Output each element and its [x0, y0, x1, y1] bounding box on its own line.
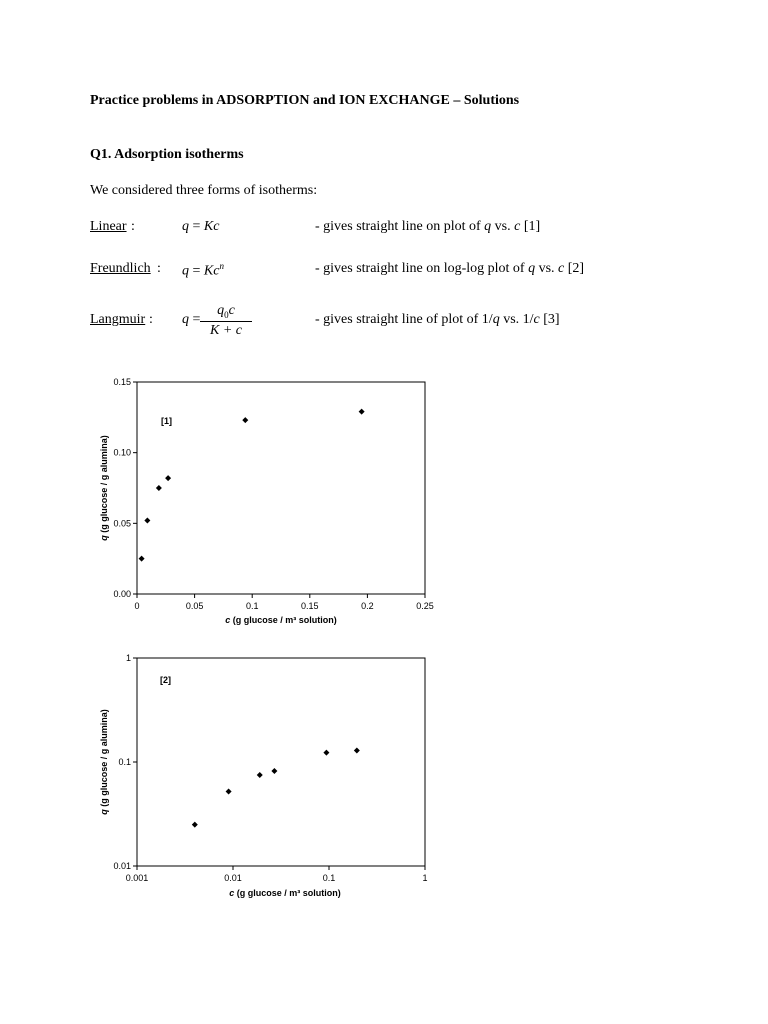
y-ticks: [113, 377, 137, 599]
x-tick-label: 1: [422, 873, 428, 883]
y-tick-label: 0.1: [118, 757, 131, 767]
y-tick-label: 1: [125, 653, 131, 663]
x-tick-label: 0.2: [361, 601, 374, 611]
y-ticks: [113, 653, 137, 871]
plot-area-frame: [137, 382, 425, 594]
y-axis-label: q (g glucose / g alumina): [99, 435, 109, 541]
data-point: [242, 417, 248, 423]
y-tick-label: 0.05: [113, 518, 131, 529]
equation-freundlich: $q = Kc^n$: [182, 261, 224, 279]
data-point: [257, 772, 263, 778]
description-langmuir: - gives straight line of plot of 1/q vs. 1/c [3]: [315, 312, 560, 327]
y-tick-label: 0.00: [113, 589, 131, 599]
x-tick-label: 0.1: [322, 873, 336, 883]
colon: :: [131, 219, 135, 234]
x-ticks: [134, 594, 433, 611]
x-tick-label: 0.05: [185, 601, 204, 611]
x-axis-label: c (g glucose / m³ solution): [225, 615, 337, 625]
panel-label: [1]: [161, 416, 172, 426]
x-tick-label: 0.15: [301, 601, 319, 611]
equation-langmuir-lhs: q =: [182, 312, 201, 327]
data-point: [271, 768, 277, 774]
x-tick-label: 0: [134, 601, 140, 611]
fraction-denominator: K + c: [210, 322, 242, 338]
x-axis-label: c (g glucose / m³ solution): [229, 888, 341, 898]
data-point: [359, 409, 365, 415]
log-log-isotherm-chart: [80, 648, 450, 906]
data-point: [192, 822, 198, 828]
x-tick-label: 0.001: [125, 873, 149, 883]
isotherm-name-linear: Linear: [90, 219, 127, 234]
plot-area-frame: [137, 658, 425, 866]
colon: :: [157, 261, 161, 276]
equation-langmuir-fraction: [200, 303, 252, 339]
isotherm-name-langmuir: Langmuir: [90, 312, 146, 327]
description-freundlich: - gives straight line on log-log plot of q vs. c [2]: [315, 261, 585, 276]
y-tick-label: 0.15: [113, 377, 131, 387]
data-point: [165, 475, 171, 481]
equation-linear: q = Kc: [182, 219, 220, 234]
y-tick-label: 0.01: [113, 861, 131, 871]
x-tick-label: 0.25: [416, 601, 434, 611]
data-points: [139, 409, 365, 562]
x-ticks: [126, 866, 428, 883]
intro-paragraph: We considered three forms of isotherms:: [90, 183, 318, 198]
description-linear: - gives straight line on plot of q vs. c [1]: [315, 219, 541, 234]
x-tick-label: 0.01: [224, 873, 242, 883]
data-point: [323, 750, 329, 756]
panel-label: [2]: [160, 675, 171, 685]
isotherm-name-freundlich: Freundlich: [90, 261, 151, 276]
colon: :: [149, 312, 153, 327]
data-point: [144, 518, 150, 524]
data-point: [156, 485, 162, 491]
data-point: [226, 789, 232, 795]
x-tick-label: 0.1: [245, 601, 259, 611]
linear-isotherm-chart: [80, 372, 450, 630]
section-heading: Q1. Adsorption isotherms: [90, 147, 244, 162]
data-points: [192, 747, 360, 827]
y-tick-label: 0.10: [113, 447, 131, 458]
data-point: [354, 747, 360, 753]
fraction-numerator: $q_0c$: [200, 303, 252, 322]
y-axis-label: q (g glucose / g alumina): [99, 709, 109, 815]
data-point: [139, 556, 145, 562]
page-title: Practice problems in ADSORPTION and ION EXCHANGE – Solutions: [90, 93, 520, 108]
